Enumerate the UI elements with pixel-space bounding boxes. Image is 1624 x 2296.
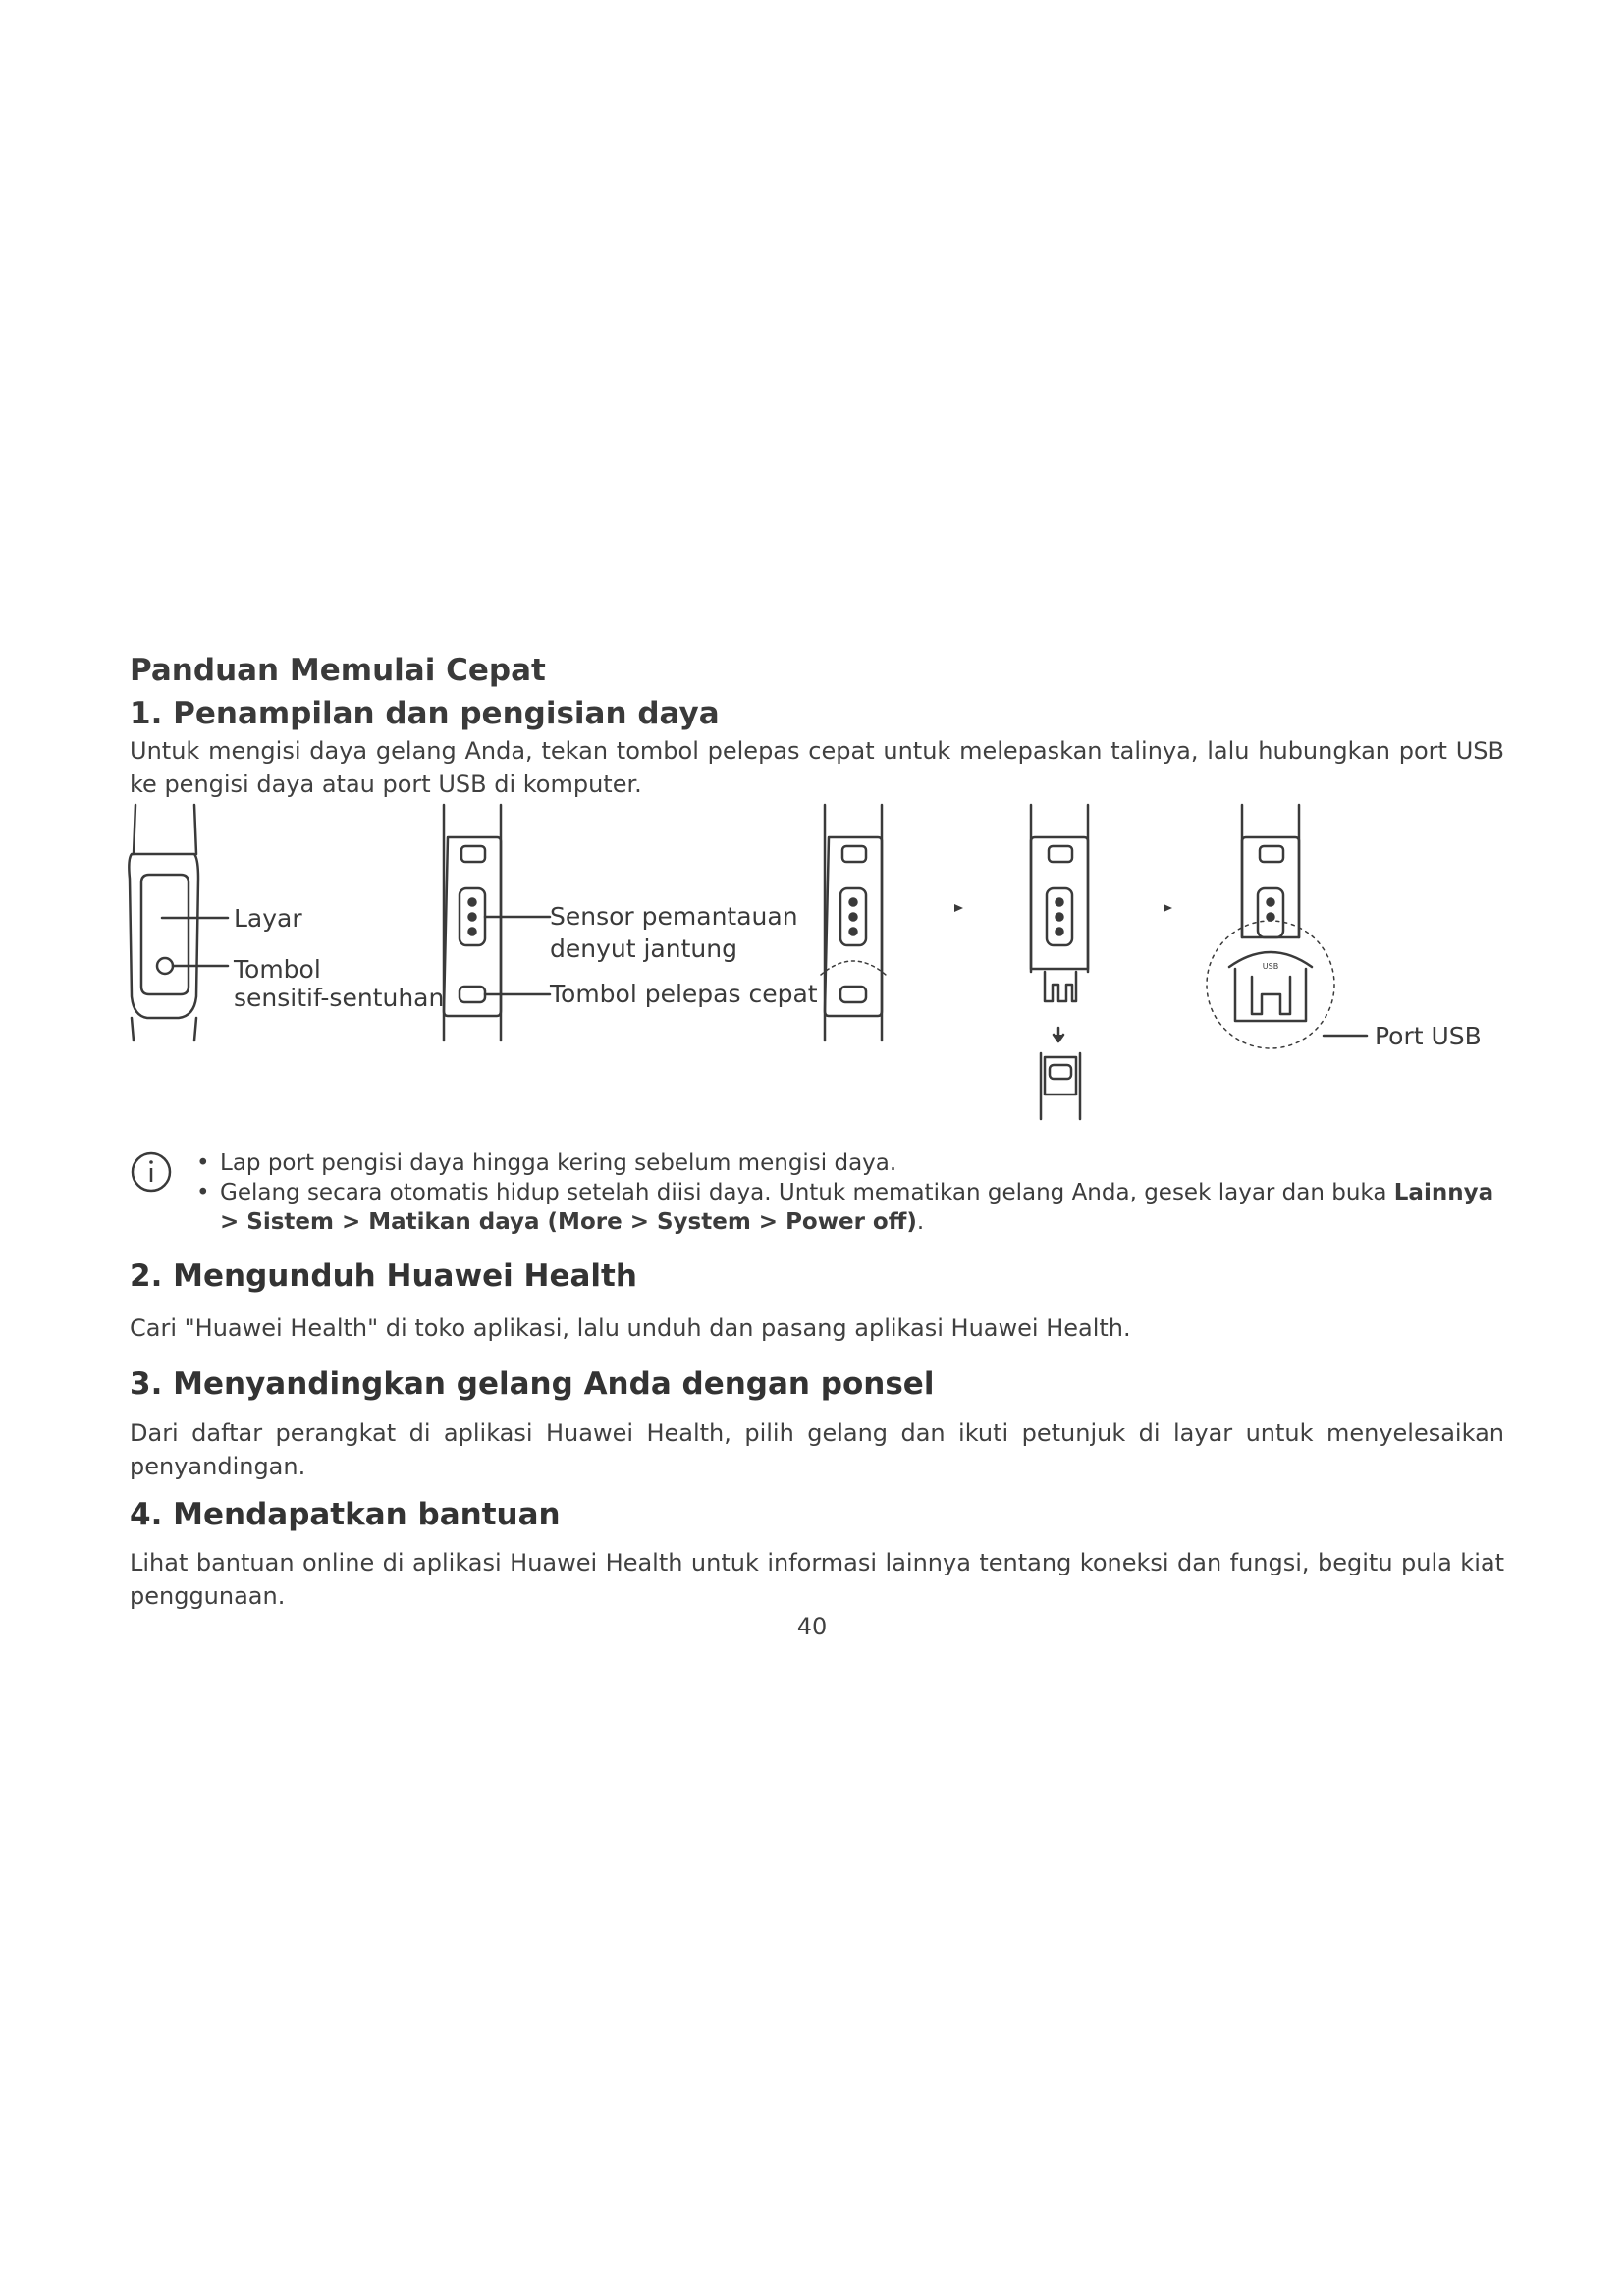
usb-port-zoom-illustration bbox=[1207, 805, 1334, 1048]
label-layar: Layar bbox=[234, 904, 302, 933]
label-sensor-line2: denyut jantung bbox=[550, 934, 737, 963]
band-top-slot-icon bbox=[461, 846, 485, 862]
label-sensor-line1: Sensor pemantauan bbox=[550, 902, 798, 931]
arrow-right-icon bbox=[1164, 904, 1172, 912]
band-release-step-illustration bbox=[821, 805, 886, 1041]
section-4-heading: 4. Mendapatkan bantuan bbox=[130, 1497, 561, 1532]
usb-mark-text: USB bbox=[1262, 962, 1279, 971]
arrow-right-icon bbox=[954, 904, 963, 912]
section-1-body: Untuk mengisi daya gelang Anda, tekan tombol pelepas cepat untuk melepaskan talinya, lalu hubungkan port USB ke pengisi daya atau port USB di komputer. bbox=[130, 737, 1504, 798]
note-item-text: Lap port pengisi daya hingga kering sebelum mengisi daya. bbox=[220, 1150, 897, 1176]
document-title: Panduan Memulai Cepat bbox=[130, 653, 546, 688]
section-3-body: Dari daftar perangkat di aplikasi Huawei Health, pilih gelang dan ikuti petunjuk di layar untuk menyelesaikan penyandingan. bbox=[130, 1419, 1504, 1480]
usb-connector-icon bbox=[1045, 972, 1076, 1001]
band-back-illustration bbox=[444, 805, 501, 1041]
band-front-illustration bbox=[129, 805, 198, 1041]
label-pelepas: Tombol pelepas cepat bbox=[550, 980, 818, 1008]
label-sensitif-sentuhan: sensitif-sentuhan bbox=[234, 984, 445, 1012]
info-icon bbox=[128, 1148, 175, 1196]
section-1-heading: 1. Penampilan dan pengisian daya bbox=[130, 696, 720, 731]
page-number: 40 bbox=[796, 1613, 828, 1640]
note-item bbox=[194, 1148, 1520, 1178]
touch-button-icon bbox=[157, 958, 173, 974]
note-item: • Gelang secara otomatis hidup setelah diisi daya. Untuk mematikan gelang Anda, gesek layar dan buka Lainnya > Sistem > Matikan daya (More > System > Power off). bbox=[194, 1178, 1520, 1237]
quick-release-button-icon bbox=[460, 987, 485, 1002]
label-tombol: Tombol bbox=[234, 955, 321, 984]
note-list bbox=[194, 1148, 1520, 1237]
section-2-body: Cari "Huawei Health" di toko aplikasi, lalu unduh dan pasang aplikasi Huawei Health. bbox=[130, 1314, 1131, 1342]
band-removed-pod-illustration bbox=[1031, 805, 1088, 1119]
section-4-body: Lihat bantuan online di aplikasi Huawei Health untuk informasi lainnya tentang koneksi dan fungsi, begitu pula kiat penggunaan. bbox=[130, 1549, 1504, 1610]
section-3-heading: 3. Menyandingkan gelang Anda dengan ponsel bbox=[130, 1366, 935, 1402]
section-2-heading: 2. Mengunduh Huawei Health bbox=[130, 1258, 637, 1294]
arrow-down-icon bbox=[1054, 1028, 1063, 1041]
band-charging-diagram bbox=[118, 800, 1522, 1134]
label-port-usb: Port USB bbox=[1375, 1022, 1482, 1050]
band-strap-slot-icon bbox=[1050, 1065, 1071, 1079]
note-item-text: Gelang secara otomatis hidup setelah diisi daya. Untuk mematikan gelang Anda, gesek layar dan buka bbox=[220, 1180, 1387, 1205]
power-off-path: Lainnya > Sistem > Matikan daya (More > System > Power off) bbox=[220, 1180, 1494, 1235]
